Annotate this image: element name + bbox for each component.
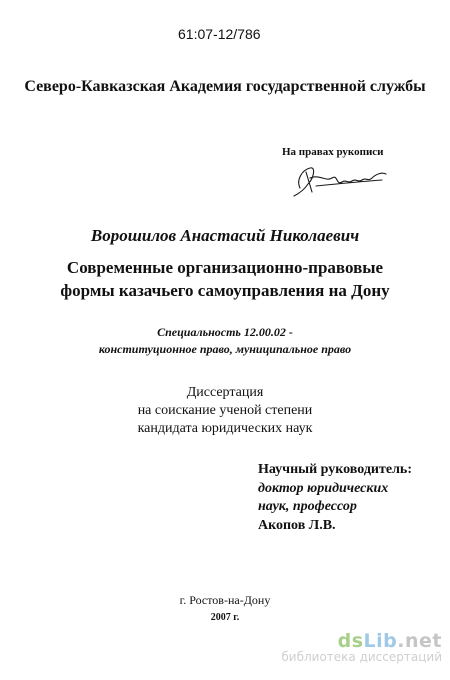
degree-line: кандидата юридических наук xyxy=(137,421,313,436)
author-signature xyxy=(286,160,390,200)
watermark-logo-text xyxy=(262,630,442,652)
supervisor-name: Акопов Л.В. xyxy=(258,517,336,533)
author-name: Ворошилов Анастасий Николаевич xyxy=(90,226,360,245)
supervisor-title: доктор юридических xyxy=(258,480,389,496)
specialty-name: конституционное право, муниципальное право xyxy=(98,342,352,356)
supervisor-label: Научный руководитель: xyxy=(258,462,412,477)
institution-name: Северо-Кавказская Академия государственной службы xyxy=(24,78,426,95)
watermark-logo-part: Lib xyxy=(363,630,398,652)
thesis-title-line: Современные организационно-правовые xyxy=(66,258,384,277)
manuscript-notice: На правах рукописи xyxy=(282,146,384,158)
year: 2007 г. xyxy=(210,612,240,623)
watermark-logo-part: .net xyxy=(397,630,442,652)
thesis-title xyxy=(0,256,450,302)
degree-statement xyxy=(0,384,450,438)
city: г. Ростов-на-Дону xyxy=(179,593,271,607)
specialty-code: Специальность 12.00.02 - xyxy=(157,325,293,339)
catalog-number: 61:07-12/786 xyxy=(178,26,261,42)
watermark-subtitle: библиотека диссертаций xyxy=(281,650,442,664)
watermark-logo xyxy=(262,630,442,664)
specialty xyxy=(0,324,450,358)
watermark-logo-part: ds xyxy=(337,630,364,652)
degree-line: Диссертация xyxy=(186,385,264,400)
degree-line: на соискание ученой степени xyxy=(137,403,313,418)
thesis-title-line: формы казачьего самоуправления на Дону xyxy=(60,281,390,300)
supervisor-block xyxy=(258,461,412,535)
supervisor-title: наук, профессор xyxy=(258,499,357,514)
